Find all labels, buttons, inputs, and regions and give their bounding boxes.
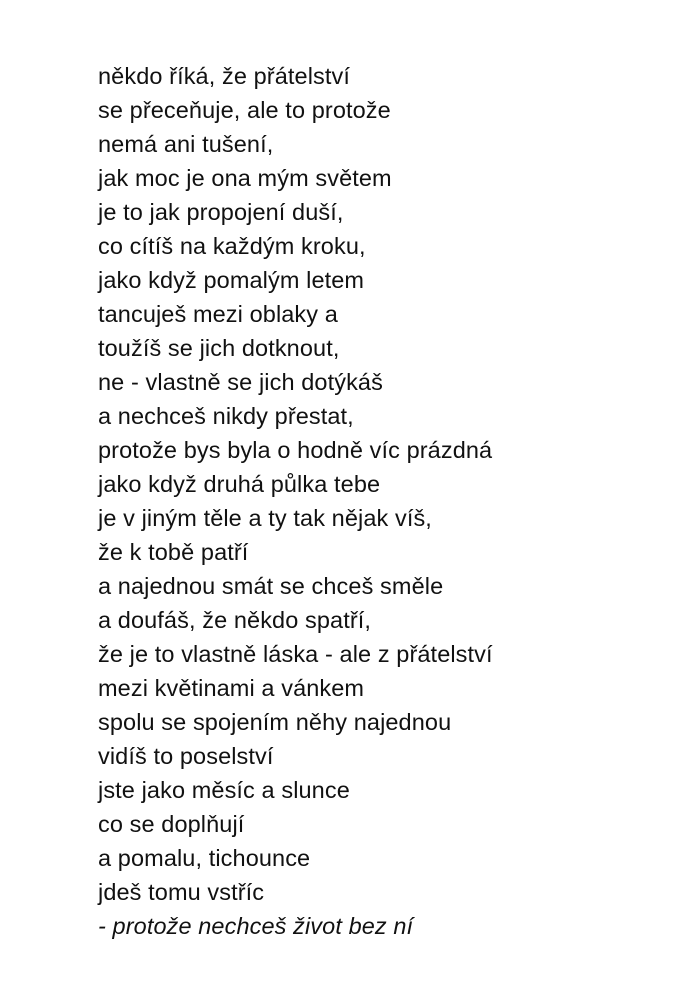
poem-line: ne - vlastně se jich dotýkáš bbox=[98, 369, 383, 395]
poem-line: a nechceš nikdy přestat, bbox=[98, 403, 354, 429]
poem-line: co se doplňují bbox=[98, 811, 245, 837]
poem-line: se přeceňuje, ale to protože bbox=[98, 97, 391, 123]
poem-line: a najednou smát se chceš směle bbox=[98, 573, 444, 599]
poem-line: mezi květinami a vánkem bbox=[98, 675, 365, 701]
poem-line: nemá ani tušení, bbox=[98, 131, 274, 157]
poem-line: jako když druhá půlka tebe bbox=[98, 471, 381, 497]
poem-line: jak moc je ona mým světem bbox=[98, 165, 392, 191]
poem-line: jako když pomalým letem bbox=[98, 267, 365, 293]
poem-line: spolu se spojením něhy najednou bbox=[98, 709, 452, 735]
poem-line: že k tobě patří bbox=[98, 539, 249, 565]
poem-line: a doufáš, že někdo spatří, bbox=[98, 607, 372, 633]
poem-line: někdo říká, že přátelství bbox=[98, 63, 350, 89]
poem-line: protože bys byla o hodně víc prázdná bbox=[98, 437, 493, 463]
poem-line: že je to vlastně láska - ale z přátelství bbox=[98, 641, 493, 667]
poem-line: vidíš to poselství bbox=[98, 743, 274, 769]
poem-line: jste jako měsíc a slunce bbox=[98, 777, 350, 803]
poem-line: toužíš se jich dotknout, bbox=[98, 335, 340, 361]
poem-line: co cítíš na každým kroku, bbox=[98, 233, 366, 259]
poem-line: tancuješ mezi oblaky a bbox=[98, 301, 338, 327]
poem-closing-line: - protože nechceš život bez ní bbox=[98, 913, 414, 939]
poem-line: je v jiným těle a ty tak nějak víš, bbox=[98, 505, 432, 531]
poem-line: a pomalu, tichounce bbox=[98, 845, 311, 871]
poem-line: jdeš tomu vstříc bbox=[98, 879, 265, 905]
poem-text bbox=[98, 59, 668, 943]
poem-line: je to jak propojení duší, bbox=[98, 199, 344, 225]
